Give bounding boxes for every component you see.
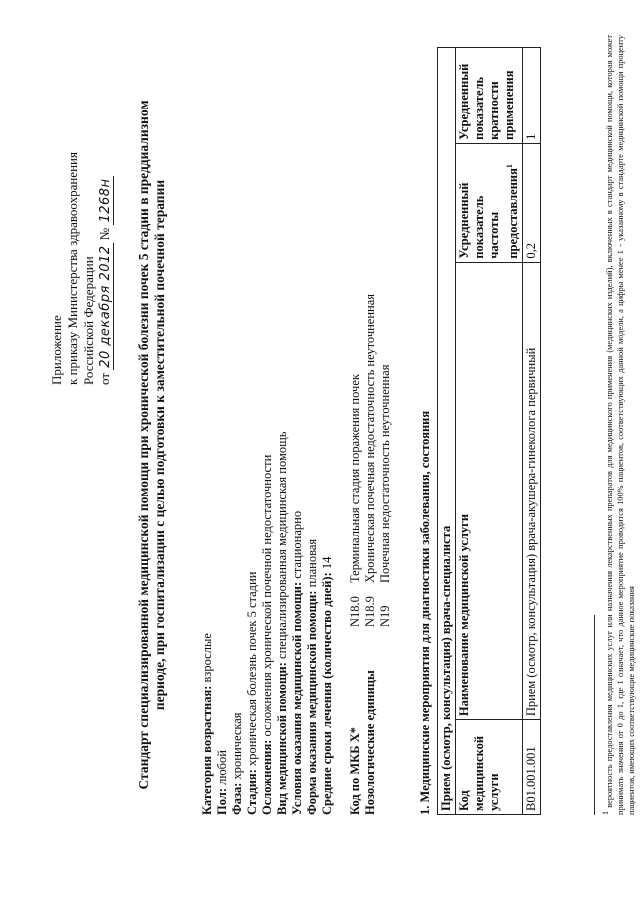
meta-care-form: Форма оказания медицинской помощи: плановая <box>305 538 319 815</box>
footnote-divider <box>594 615 595 815</box>
meta-stage: Стадия: хроническая болезнь почек 5 стадии <box>245 571 259 815</box>
cell-frequency: 0,2 <box>523 143 541 262</box>
mkb-code-label: Код по МКБ X* <box>348 727 362 815</box>
mkb-code: N19 <box>378 605 392 627</box>
section-title: 1. Медицинские мероприятия для диагностики заболевания, состояния <box>418 410 432 815</box>
mkb-name: Терминальная стадия поражения почек <box>348 374 362 583</box>
mkb-name: Хроническая почечная недостаточность неуточненная <box>363 293 377 583</box>
mkb-name: Почечная недостаточность неуточненная <box>378 364 392 583</box>
handwritten-date: 20 декабря 2012 <box>98 245 113 368</box>
header-name: Наименование медицинской услуги <box>456 262 523 720</box>
footnote-ref: 1 <box>505 164 514 169</box>
appendix-order-line: к приказу Министерства здравоохранения <box>65 152 80 385</box>
meta-sex: Пол: любой <box>215 750 229 815</box>
meta-age-category: Категория возрастная: взрослые <box>200 633 214 815</box>
cell-code: B01.001.001 <box>523 720 541 815</box>
cell-multiplicity: 1 <box>523 48 541 144</box>
table-row <box>523 48 541 815</box>
document-title-line-1: Стандарт специализированной медицинской помощи при хронической болезни почек 5 стадии в преддиализном <box>136 100 151 790</box>
footnote-mark: 1 <box>601 811 610 815</box>
appendix-country-line: Российской Федерации <box>81 256 96 385</box>
cell-name: Прием (осмотр, консультация) врача-акушера-гинеколога первичный <box>523 262 541 720</box>
nosology-label: Нозологические единицы <box>363 670 377 815</box>
footnote-text: вероятность предоставления медицинских услуг или назначения лекарственных препаратов для медицинского применения (медицинских изделий), включенных в стандарт медицинской помощи, которая может принимать значения от 0 до 1, где 1 означает, что данное мероприятие проводится 100% пациентов, соответствующих данной модели, а цифры менее 1 - указанному в стандарте медицинской помощи проценту пациентов, имеющих соответствующие медицинские показания <box>604 35 636 815</box>
meta-care-conditions: Условия оказания медицинской помощи: стационарно <box>290 510 304 815</box>
services-table <box>437 47 541 815</box>
header-frequency: Усредненный показатель частоты предоставления$^1$ <box>456 143 523 262</box>
meta-phase: Фаза: хроническая <box>230 712 244 815</box>
document-title-line-2: периоде, при госпитализации с целью подготовки к заместительной почечной терапии <box>152 179 167 711</box>
mkb-code: N18.0 <box>348 596 362 627</box>
date-prefix: от <box>97 372 112 385</box>
header-code: Код медицинской услуги <box>456 720 523 815</box>
meta-care-type: Вид медицинской помощи: специализированная медицинская помощь <box>275 431 289 815</box>
mkb-code: N18.9 <box>363 596 377 627</box>
table-subheader: Прием (осмотр, консультация) врача-специалиста <box>438 48 456 815</box>
footnote <box>600 35 637 815</box>
meta-complications: Осложнения: осложнения хронической почечной недостаточности <box>260 454 274 815</box>
number-prefix: № <box>97 227 112 241</box>
handwritten-number: 1268н <box>98 178 113 223</box>
meta-treatment-duration: Средние сроки лечения (количество дней): 14 <box>320 556 334 815</box>
table-header-row <box>456 48 523 815</box>
appendix-date-line <box>98 176 114 385</box>
header-multiplicity: Усредненный показатель кратности применения <box>456 48 523 144</box>
appendix-label: Приложение <box>49 315 64 385</box>
